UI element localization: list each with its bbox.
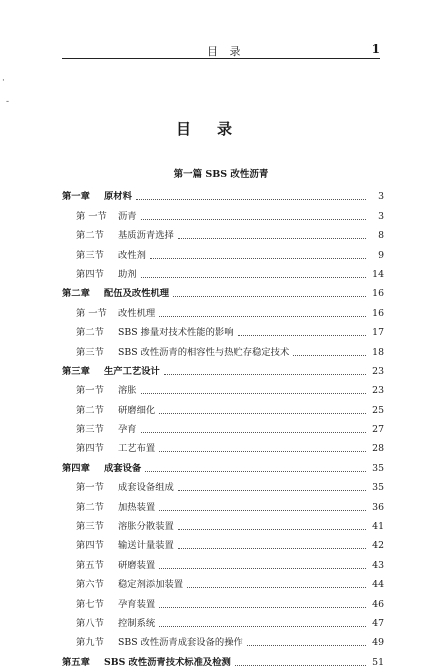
toc-section-row[interactable]: [62, 494, 384, 513]
toc-entry-label: 第八节: [76, 617, 104, 629]
toc-entry-label: 第二节: [76, 230, 104, 242]
toc-chapter-row[interactable]: [62, 455, 384, 474]
toc-section-row[interactable]: [62, 514, 384, 533]
dot-leader: [173, 296, 366, 297]
toc-entry-title: 加热装置: [118, 501, 156, 513]
toc-entry-page: 41: [372, 521, 384, 533]
toc-entry-page: 43: [372, 559, 384, 571]
toc-entry-page: 18: [372, 346, 384, 358]
toc-entry-title: 原材料: [104, 191, 132, 203]
toc-entry-label: 第三节: [76, 249, 104, 261]
toc-section-row[interactable]: [62, 262, 384, 281]
toc-section-row[interactable]: [62, 339, 384, 358]
toc-entry-label: 第七节: [76, 598, 104, 610]
toc-entry-label: 第五章: [62, 656, 90, 668]
toc-entry-label: 第一章: [62, 191, 90, 203]
toc-entry-label: 第四节: [76, 443, 104, 455]
dot-leader: [159, 607, 366, 608]
dot-leader: [178, 238, 366, 239]
toc-entry-title: 稳定剂添加装置: [118, 579, 184, 591]
toc-section-row[interactable]: [62, 320, 384, 339]
toc-chapter-row[interactable]: [62, 281, 384, 300]
dot-leader: [141, 393, 366, 394]
toc-entry-title: 成套设备: [104, 462, 142, 474]
toc-section-row[interactable]: [62, 417, 384, 436]
dot-leader: [159, 626, 366, 627]
toc-entry-page: 42: [372, 540, 384, 552]
page-number: 1: [371, 42, 380, 56]
dot-leader: [141, 277, 366, 278]
dot-leader: [178, 490, 366, 491]
toc-entry-page: 23: [372, 385, 384, 397]
dot-leader: [164, 374, 366, 375]
toc-entry-title: 成套设备组成: [118, 482, 174, 494]
toc-section-row[interactable]: [62, 591, 384, 610]
toc-entry-title: 溶胀分散装置: [118, 521, 174, 533]
toc-entry-title: 研磨细化: [118, 404, 156, 416]
toc-entry-page: 9: [378, 249, 384, 261]
toc-entry-page: 46: [372, 598, 384, 610]
toc-entry-page: 16: [372, 307, 384, 319]
toc-entry-title: 输送计量装置: [118, 540, 174, 552]
toc-entry-label: 第 一节: [76, 210, 107, 222]
dot-leader: [238, 335, 367, 336]
toc-entry-page: 51: [372, 656, 384, 668]
toc-section-row[interactable]: [62, 611, 384, 630]
dot-leader: [159, 451, 366, 452]
toc-entry-page: 28: [372, 443, 384, 455]
toc-chapter-row[interactable]: [62, 184, 384, 203]
toc-section-row[interactable]: [62, 552, 384, 571]
toc-entry-page: 17: [372, 327, 384, 339]
toc-section-row[interactable]: [62, 223, 384, 242]
dot-leader: [136, 199, 366, 200]
toc-entry-page: 36: [372, 501, 384, 513]
toc-entry-title: 控制系统: [118, 617, 156, 629]
toc-section-row[interactable]: [62, 436, 384, 455]
toc-entry-title: SBS 改性沥青技术标准及检测: [104, 656, 231, 668]
toc-section-row[interactable]: [62, 533, 384, 552]
toc-entry-label: 第二节: [76, 404, 104, 416]
toc-section-row[interactable]: [62, 242, 384, 261]
toc-chapter-row[interactable]: [62, 649, 384, 668]
toc-section-row[interactable]: [62, 203, 384, 222]
dot-leader: [187, 587, 366, 588]
toc-entry-label: 第二节: [76, 327, 104, 339]
toc-entry-page: 35: [372, 482, 384, 494]
toc-entry-label: 第五节: [76, 559, 104, 571]
dot-leader: [178, 548, 366, 549]
toc-entry-label: 第九节: [76, 637, 104, 649]
toc-entry-page: 35: [372, 462, 384, 474]
toc-entry-label: 第四章: [62, 462, 90, 474]
dot-leader: [150, 258, 366, 259]
toc-entry-page: 8: [378, 230, 384, 242]
dot-leader: [159, 568, 366, 569]
toc-section-row[interactable]: [62, 378, 384, 397]
table-of-contents: [62, 184, 384, 669]
toc-entry-title: 基质沥青选择: [118, 230, 174, 242]
toc-entry-label: 第四节: [76, 540, 104, 552]
toc-entry-label: 第三章: [62, 365, 90, 377]
toc-entry-page: 16: [372, 288, 384, 300]
toc-entry-label: 第三节: [76, 346, 104, 358]
toc-entry-label: 第二章: [62, 288, 90, 300]
toc-entry-title: 配伍及改性机理: [104, 288, 170, 300]
toc-entry-title: 生产工艺设计: [104, 365, 160, 377]
toc-entry-page: 25: [372, 404, 384, 416]
toc-entry-title: 工艺布置: [118, 443, 156, 455]
toc-entry-label: 第一节: [76, 482, 104, 494]
toc-section-row[interactable]: [62, 300, 384, 319]
toc-entry-title: 沥青: [118, 210, 137, 222]
dot-leader: [159, 316, 366, 317]
running-header-title: 目 录: [207, 45, 245, 58]
toc-entry-label: 第三节: [76, 424, 104, 436]
toc-entry-label: 第三节: [76, 521, 104, 533]
toc-section-row[interactable]: [62, 572, 384, 591]
toc-entry-title: 研磨装置: [118, 559, 156, 571]
toc-entry-page: 44: [372, 579, 384, 591]
toc-entry-page: 27: [372, 424, 384, 436]
toc-entry-label: 第四节: [76, 268, 104, 280]
toc-entry-title: 改性机理: [118, 307, 156, 319]
scan-mark: -: [6, 97, 10, 107]
toc-entry-page: 3: [378, 210, 384, 222]
toc-entry-title: SBS 改性沥青成套设备的操作: [118, 637, 243, 649]
toc-entry-page: 23: [372, 365, 384, 377]
dot-leader: [159, 413, 366, 414]
toc-entry-title: 溶胀: [118, 385, 137, 397]
dot-leader: [141, 219, 366, 220]
toc-entry-title: 改性剂: [118, 249, 146, 261]
toc-chapter-row[interactable]: [62, 359, 384, 378]
toc-entry-title: 孕育装置: [118, 598, 156, 610]
dot-leader: [247, 645, 366, 646]
dot-leader: [145, 471, 366, 472]
toc-title: 目录: [176, 120, 259, 138]
dot-leader: [293, 355, 366, 356]
toc-section-row[interactable]: [62, 475, 384, 494]
toc-entry-page: 14: [372, 268, 384, 280]
toc-entry-page: 47: [372, 617, 384, 629]
dot-leader: [235, 665, 366, 666]
header-rule: [62, 58, 380, 59]
toc-entry-page: 3: [378, 191, 384, 203]
toc-entry-title: 助剂: [118, 268, 137, 280]
scan-mark: ·: [2, 76, 5, 86]
toc-entry-title: SBS 改性沥青的相容性与热贮存稳定技术: [118, 346, 290, 358]
dot-leader: [141, 432, 366, 433]
toc-entry-label: 第二节: [76, 501, 104, 513]
toc-section-row[interactable]: [62, 630, 384, 649]
part-title: 第一篇 SBS 改性沥青: [173, 169, 269, 180]
toc-section-row[interactable]: [62, 397, 384, 416]
toc-entry-page: 49: [372, 637, 384, 649]
dot-leader: [178, 529, 366, 530]
toc-entry-label: 第 一节: [76, 307, 107, 319]
toc-entry-label: 第一节: [76, 385, 104, 397]
toc-entry-title: 孕育: [118, 424, 137, 436]
toc-entry-label: 第六节: [76, 579, 104, 591]
dot-leader: [159, 510, 366, 511]
running-header: [62, 43, 380, 59]
toc-entry-title: SBS 掺量对技术性能的影响: [118, 327, 234, 339]
